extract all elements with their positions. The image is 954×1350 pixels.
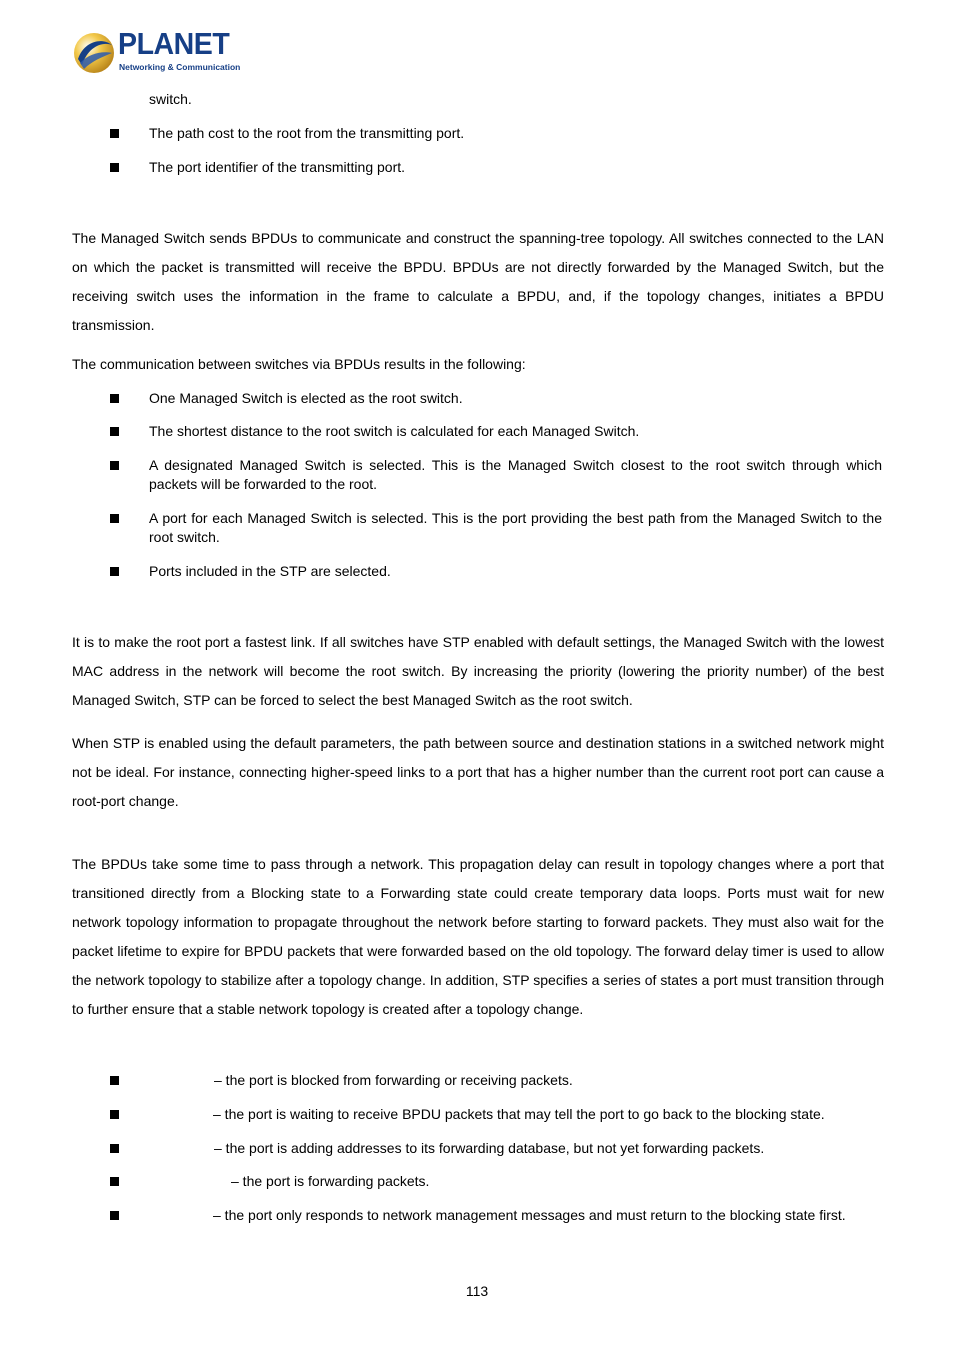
- paragraph-communication: The communication between switches via BPDUs results in the following:: [72, 356, 526, 372]
- list-item-text: The port identifier of the transmitting port.: [149, 159, 406, 175]
- paragraph-bpdu: The Managed Switch sends BPDUs to communicate and construct the spanning-tree topology. All switches connected to the LAN on which the packet is transmitted will receive the BPDU. BPDUs are not directly forwarded by the Managed Switch, but the receiving switch uses the information in the frame to calculate a BPDU, and, if the topology changes, initiates a BPDU transmission.: [72, 230, 884, 333]
- list-item-text: A designated Managed Switch is selected. This is the Managed Switch closest to the root switch through which packets will be forwarded to the root.: [149, 457, 882, 492]
- list-item-text: – the port is blocked from forwarding or receiving packets.: [214, 1072, 573, 1088]
- list-item-text: The shortest distance to the root switch is calculated for each Managed Switch.: [149, 423, 640, 439]
- brand-name: PLANET: [118, 26, 230, 61]
- paragraph-default-params: When STP is enabled using the default parameters, the path between source and destination stations in a switched network might not be ideal. For instance, connecting higher-speed links to a port that has a higher number than the current root port can cause a root-port change.: [72, 735, 884, 809]
- square-bullet-icon: [110, 394, 119, 403]
- page-number: 113: [465, 1283, 489, 1299]
- square-bullet-icon: [110, 1177, 119, 1186]
- list-item-text: Ports included in the STP are selected.: [149, 563, 391, 579]
- globe-icon: [72, 31, 116, 75]
- square-bullet-icon: [110, 567, 119, 576]
- paragraph-propagation-delay: The BPDUs take some time to pass through a network. This propagation delay can result in topology changes where a port that transitioned directly from a Blocking state to a Forwarding state could create temporary data loops. Ports must wait for new network topology information to propagate throughout the network before starting to forward packets. They must also wait for the packet lifetime to expire for BPDU packets that were forwarded based on the old topology. The forward delay timer is used to allow the network topology to stabilize after a topology change. In addition, STP specifies a series of states a port must transition through to further ensure that a stable network topology is created after a topology change.: [72, 856, 884, 1017]
- planet-logo: [72, 26, 241, 76]
- continuation-text: switch.: [149, 91, 192, 107]
- list-item-text: One Managed Switch is elected as the root switch.: [149, 390, 463, 406]
- square-bullet-icon: [110, 163, 119, 172]
- list-item-text: – the port is waiting to receive BPDU packets that may tell the port to go back to the blocking state.: [213, 1106, 825, 1122]
- square-bullet-icon: [110, 1144, 119, 1153]
- list-item-text: – the port only responds to network management messages and must return to the blocking state first.: [213, 1207, 846, 1223]
- paragraph-root-port: It is to make the root port a fastest link. If all switches have STP enabled with default settings, the Managed Switch with the lowest MAC address in the network will become the root switch. By increasing the priority (lowering the priority number) of the best Managed Switch, STP can be forced to select the best Managed Switch as the root switch.: [72, 634, 884, 708]
- square-bullet-icon: [110, 129, 119, 138]
- list-item-text: – the port is forwarding packets.: [231, 1173, 430, 1189]
- brand-tagline: Networking & Communication: [119, 62, 241, 72]
- list-item-text: – the port is adding addresses to its forwarding database, but not yet forwarding packets.: [214, 1140, 765, 1156]
- square-bullet-icon: [110, 1076, 119, 1085]
- square-bullet-icon: [110, 461, 119, 470]
- square-bullet-icon: [110, 1110, 119, 1119]
- list-item-text: A port for each Managed Switch is selected. This is the port providing the best path from the Managed Switch to the root switch.: [149, 510, 882, 545]
- square-bullet-icon: [110, 427, 119, 436]
- square-bullet-icon: [110, 514, 119, 523]
- list-item-text: The path cost to the root from the transmitting port.: [149, 125, 465, 141]
- square-bullet-icon: [110, 1211, 119, 1220]
